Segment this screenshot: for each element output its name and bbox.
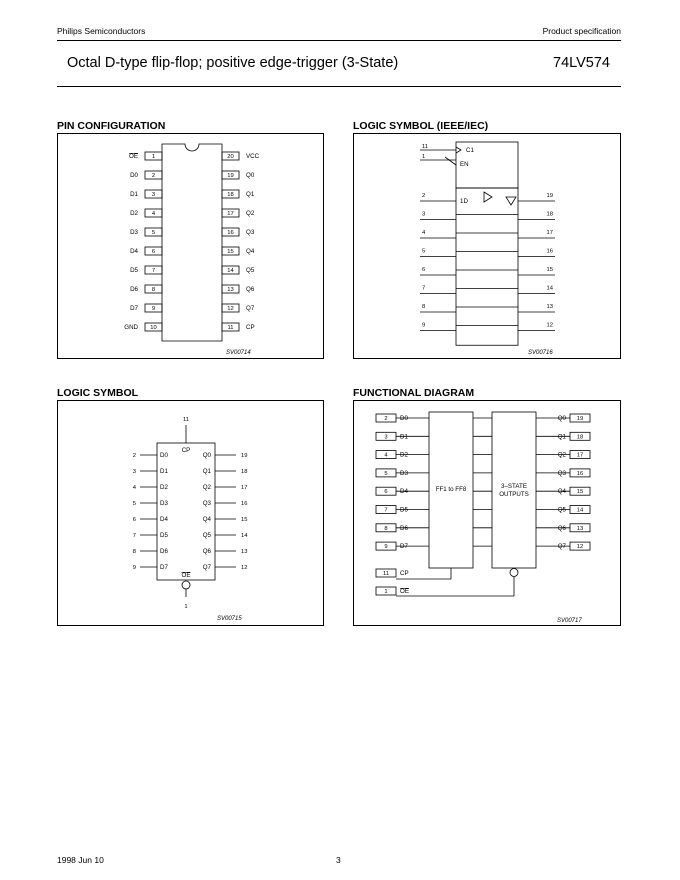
output-label: Q6 [202,548,211,555]
pin-number: 14 [546,285,553,292]
output-label: OUTPUTS [499,491,529,498]
pin-number: 19 [241,453,248,459]
output-label: Q2 [202,484,211,491]
pin-number: 13 [227,287,234,293]
company-name: Philips Semiconductors [57,26,146,36]
pin-number: 19 [546,193,553,199]
input-label: D4 [400,488,408,496]
pin-name: D5 [130,267,138,274]
pin-name: CP [246,324,255,331]
pin-name: D0 [130,172,138,179]
pin-number: 5 [422,248,426,255]
pin-number: 7 [132,533,136,539]
pin-number: 2 [422,193,426,199]
pin-number: 2 [384,416,388,422]
input-label: D1 [400,433,408,441]
output-label: Q7 [202,564,211,571]
pin-number: 1 [151,154,156,160]
pin-number: 7 [151,268,156,274]
input-label: D2 [160,484,168,491]
cell-label: 1D [460,198,468,205]
pin-number: 15 [576,489,584,496]
pin-name: D4 [130,248,138,255]
pin-number: 10 [150,325,157,331]
pin-number: 16 [546,248,553,255]
output-buffer-block [492,412,536,568]
input-label: D2 [400,451,408,459]
pin-number: 19 [576,416,584,422]
pin-number: 12 [546,322,553,329]
clock-label: CP [400,570,409,577]
pin-number: 15 [227,249,234,255]
pin-number: 9 [132,565,136,571]
pin-number: 8 [384,525,388,532]
pin-number: 12 [227,306,234,312]
part-number: 74LV574 [553,55,610,71]
output-label: Q3 [202,500,211,507]
pin-number: 16 [241,501,248,507]
pin-name: GND [124,324,138,331]
input-label: D3 [160,500,168,507]
input-label: D6 [160,548,168,555]
pin-number: 11 [182,417,190,423]
pin-name: VCC [246,153,260,160]
output-label: Q4 [557,488,566,496]
pin-number: 7 [384,507,388,514]
pin-number: 4 [384,452,388,459]
pin-number: 19 [227,173,234,179]
pin-name: Q1 [246,191,255,198]
clock-label: CP [181,447,191,454]
logic-symbol-title: LOGIC SYMBOL [57,387,139,399]
output-label: Q1 [557,433,566,441]
pin-number: 11 [227,325,234,331]
pin-number: 18 [546,211,553,218]
pin-number: 11 [382,571,390,577]
output-label: Q6 [557,524,566,532]
pin-number: 14 [576,507,584,514]
pin-name: D1 [130,191,138,198]
output-label: 3–STATE [501,483,527,490]
pin-number: 8 [151,287,156,293]
pin-number: 11 [422,144,429,150]
pin-name: Q2 [246,210,255,217]
pin-name: D7 [130,305,138,312]
enable-label: OE [400,588,409,595]
pin-number: 18 [576,434,584,441]
pin-name: D6 [130,286,138,293]
input-label: D0 [400,415,408,422]
pin-number: 9 [422,322,426,329]
pin-number: 17 [576,452,584,459]
functional-diagram-title: FUNCTIONAL DIAGRAM [353,387,475,399]
pin-number: 14 [227,268,234,274]
pin-number: 16 [227,230,234,236]
pin-number: 2 [132,453,136,459]
pin-name: Q7 [246,305,255,312]
ieee-symbol-title: LOGIC SYMBOL (IEEE/IEC) [353,120,489,132]
pin-number: 5 [132,501,136,507]
pin-name: OE [129,153,138,160]
pin-number: 8 [422,304,426,310]
pin-number: 8 [132,549,136,555]
pin-number: 18 [241,469,248,475]
pin-number: 20 [227,154,234,160]
footer-date: 1998 Jun 10 [57,855,104,865]
pin-number: 9 [151,306,156,312]
page-number: 3 [336,855,341,865]
pin-number: 13 [576,525,584,532]
pin-number: 17 [241,485,248,491]
pin-number: 6 [422,267,426,273]
enable-label: OE [181,572,191,579]
document-type: Product specification [542,26,621,36]
pin-name: Q5 [246,267,255,274]
figure-code: SV00717 [557,618,582,624]
output-label: Q0 [557,415,566,422]
pin-config-title: PIN CONFIGURATION [57,120,166,132]
input-label: D5 [160,532,168,539]
output-label: Q3 [557,469,566,477]
pin-number: 1 [184,604,188,610]
figure-code: SV00714 [226,350,251,356]
pin-number: 6 [132,517,136,523]
pin-number: 16 [576,470,584,477]
output-label: Q1 [202,468,211,475]
control-label: C1 [466,147,474,154]
input-label: D0 [160,452,168,459]
pin-number: 2 [151,173,156,179]
pin-number: 18 [227,192,234,198]
pin-number: 17 [546,230,553,236]
pin-number: 3 [384,434,388,441]
document-title: Octal D-type flip-flop; positive edge-trigger (3-State) [67,55,399,71]
pin-number: 6 [384,489,388,496]
pin-number: 1 [422,154,426,160]
pin-number: 3 [151,192,156,198]
pin-number: 9 [384,544,388,551]
control-label: EN [460,161,469,168]
pin-number: 14 [241,533,248,539]
pin-number: 15 [546,267,553,273]
pin-number: 13 [546,304,553,310]
pin-number: 4 [132,485,136,491]
input-label: D3 [400,469,408,477]
pin-name: D3 [130,229,138,236]
pin-name: Q6 [246,286,255,293]
pin-number: 3 [422,211,426,218]
output-label: Q0 [202,452,211,459]
pin-number: 12 [241,565,248,571]
pin-number: 7 [422,285,426,292]
pin-number: 1 [384,589,388,595]
pin-number: 4 [151,211,156,217]
inversion-bubble [510,569,518,577]
input-label: D7 [160,564,168,571]
pin-name: D2 [130,210,138,217]
pin-number: 3 [132,469,136,475]
pin-number: 4 [422,230,426,236]
pin-number: 5 [151,230,156,236]
input-label: D7 [400,543,408,551]
pin-name: Q0 [246,172,255,179]
pin-number: 5 [384,470,388,477]
pin-name: Q3 [246,229,255,236]
output-label: Q7 [557,543,566,551]
input-label: D1 [160,468,168,475]
pin-number: 17 [227,211,234,217]
figure-code: SV00716 [528,350,553,356]
output-label: Q5 [557,506,566,514]
pin-number: 13 [241,549,248,555]
pin-name: Q4 [246,248,255,255]
pin-number: 15 [241,517,248,523]
output-label: Q4 [202,516,211,523]
output-label: Q5 [202,532,211,539]
flip-flop-label: FF1 to FF8 [435,486,467,493]
pin-number: 6 [151,249,156,255]
figure-code: SV00715 [217,616,242,622]
input-label: D5 [400,506,408,514]
input-label: D6 [400,524,408,532]
output-label: Q2 [557,451,566,459]
pin-number: 12 [576,544,584,551]
input-label: D4 [160,516,168,523]
